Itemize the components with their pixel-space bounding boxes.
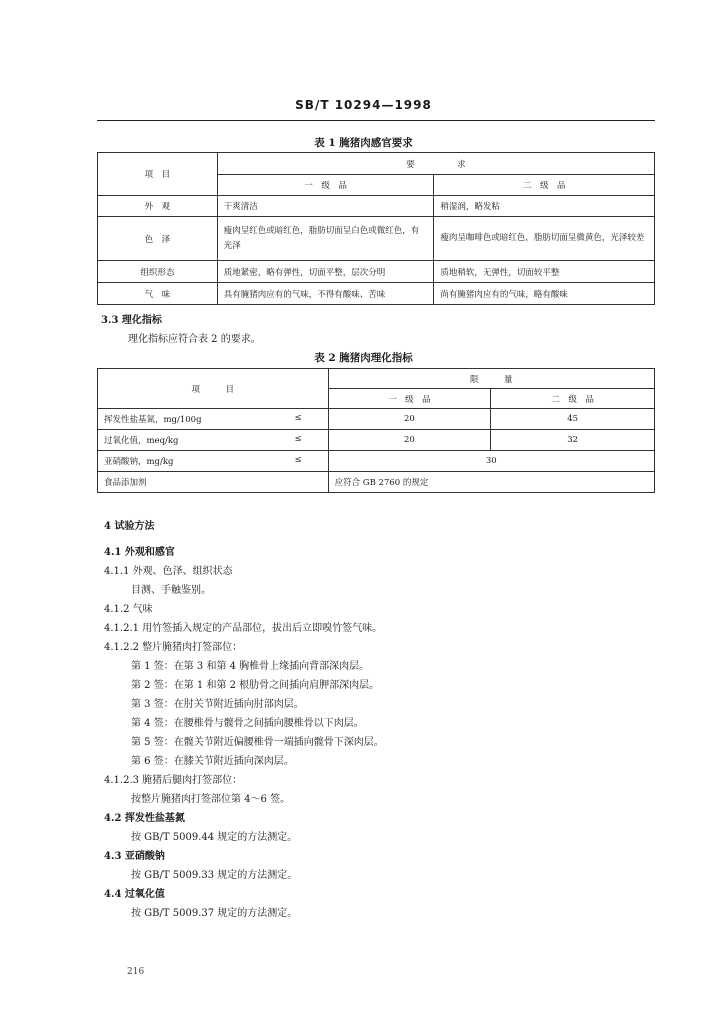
section-line: 4.4 过氧化值 [104,889,165,900]
table-row [98,217,655,261]
table-row [98,409,655,430]
table1-row-grade1: 干爽清洁 [217,196,434,217]
table2-header-item: 项 目 [98,369,329,409]
section-3-3-body: 理化指标应符合表 2 的要求。 [128,334,261,345]
table-row [98,451,655,472]
section-line: 4.1 外观和感官 [104,547,175,558]
table2-row-grade1: 20 [328,430,491,451]
table2-header-grade2: 二 级 品 [491,389,655,409]
table1-caption: 表 1 腌猪肉感官要求 [314,137,413,149]
section-line: 4.1.2 气味 [104,604,153,615]
table2-row-item: 食品添加剂 [98,472,329,493]
table2-row-grade2: 32 [491,430,655,451]
table2-row-item [98,430,329,451]
table2-header-grade1: 一 级 品 [328,389,491,409]
section-line: 4.3 亚硝酸钠 [104,851,165,862]
table2-row-item [98,451,329,472]
section-line: 第 2 签：在第 1 和第 2 根肋骨之间插向肩胛部深肉层。 [131,680,380,691]
leq-symbol: ≤ [294,413,302,423]
table-row [98,283,655,305]
table2-row-item [98,409,329,430]
table1-row-grade2: 尚有腌猪肉应有的气味，略有酸味 [434,283,655,305]
section-line: 4.1.2.1 用竹签插入规定的产品部位，拔出后立即嗅竹签气味。 [104,623,383,634]
section-line: 按 GB/T 5009.44 规定的方法测定。 [131,832,298,843]
table2-header-limit: 限 量 [328,369,654,389]
table-row [98,472,655,493]
leq-symbol: ≤ [294,434,302,444]
section-3-3-title: 3.3 理化指标 [101,315,162,326]
table2-row-item-label: 过氧化值，meq/kg [104,436,179,446]
section-line: 第 5 签：在髋关节附近偏腰椎骨一端插向髋骨下深肉层。 [131,737,384,748]
table1-row-grade1: 质地紧密，略有弹性，切面平整，层次分明 [217,261,434,283]
table2-row-merged: 应符合 GB 2760 的规定 [328,472,654,493]
table-row [98,196,655,217]
section-line: 4.1.1 外观、色泽、组织状态 [104,566,233,577]
table1-row-grade2: 质地稍软，无弹性，切面较平整 [434,261,655,283]
section-line: 第 4 签：在腰椎骨与髋骨之间插向腰椎骨以下肉层。 [131,718,364,729]
table2-row-merged: 30 [328,451,654,472]
table1-row-grade2: 稍湿润，略发粘 [434,196,655,217]
table-row [98,430,655,451]
table1-header-grade2: 二 级 品 [434,175,655,196]
table1-header-item: 项 目 [98,153,218,196]
table1-header-requirement: 要 求 [217,153,654,175]
header-rule [97,120,655,121]
table1-row-grade1: 具有腌猪肉应有的气味，不得有酸味、苦味 [217,283,434,305]
section-4-title: 4 试验方法 [104,521,155,532]
table2-row-item-label: 亚硝酸钠，mg/kg [104,457,174,467]
table1-row-item: 气 味 [98,283,218,305]
leq-symbol: ≤ [294,455,302,465]
table2-row-grade2: 45 [491,409,655,430]
table1-row-item: 色 泽 [98,217,218,261]
table2-physicochemical [97,368,655,493]
table1-sensory [97,152,655,305]
section-line: 4.1.2.2 整片腌猪肉打签部位： [104,642,243,653]
section-line: 按 GB/T 5009.37 规定的方法测定。 [131,908,298,919]
standard-code-header: SB/T 10294—1998 [295,98,432,112]
section-line: 按整片腌猪肉打签部位第 4～6 签。 [131,794,291,805]
table-row [98,261,655,283]
section-line: 目测、手触鉴别。 [131,585,211,596]
section-line: 4.2 挥发性盐基氮 [104,813,185,824]
section-line: 第 1 签：在第 3 和第 4 胸椎骨上缘插向背部深肉层。 [131,661,370,672]
section-line: 第 3 签：在肘关节附近插向肘部肉层。 [131,699,304,710]
table1-row-item: 外 观 [98,196,218,217]
table1-row-grade2: 瘦肉呈咖啡色或暗红色，脂肪切面呈微黄色，光泽较差 [434,217,655,261]
table1-row-item: 组织形态 [98,261,218,283]
section-line: 4.1.2.3 腌猪后腿肉打签部位： [104,775,243,786]
table2-caption: 表 2 腌猪肉理化指标 [314,352,413,364]
table2-row-item-label: 挥发性盐基氮，mg/100g [104,415,202,425]
page-number: 216 [127,967,145,977]
section-line: 第 6 签：在膝关节附近插向深肉层。 [131,756,294,767]
table1-row-grade1: 瘦肉呈红色或暗红色，脂肪切面呈白色或微红色，有光泽 [217,217,434,261]
table1-header-grade1: 一 级 品 [217,175,434,196]
table2-row-grade1: 20 [328,409,491,430]
section-line: 按 GB/T 5009.33 规定的方法测定。 [131,870,298,881]
